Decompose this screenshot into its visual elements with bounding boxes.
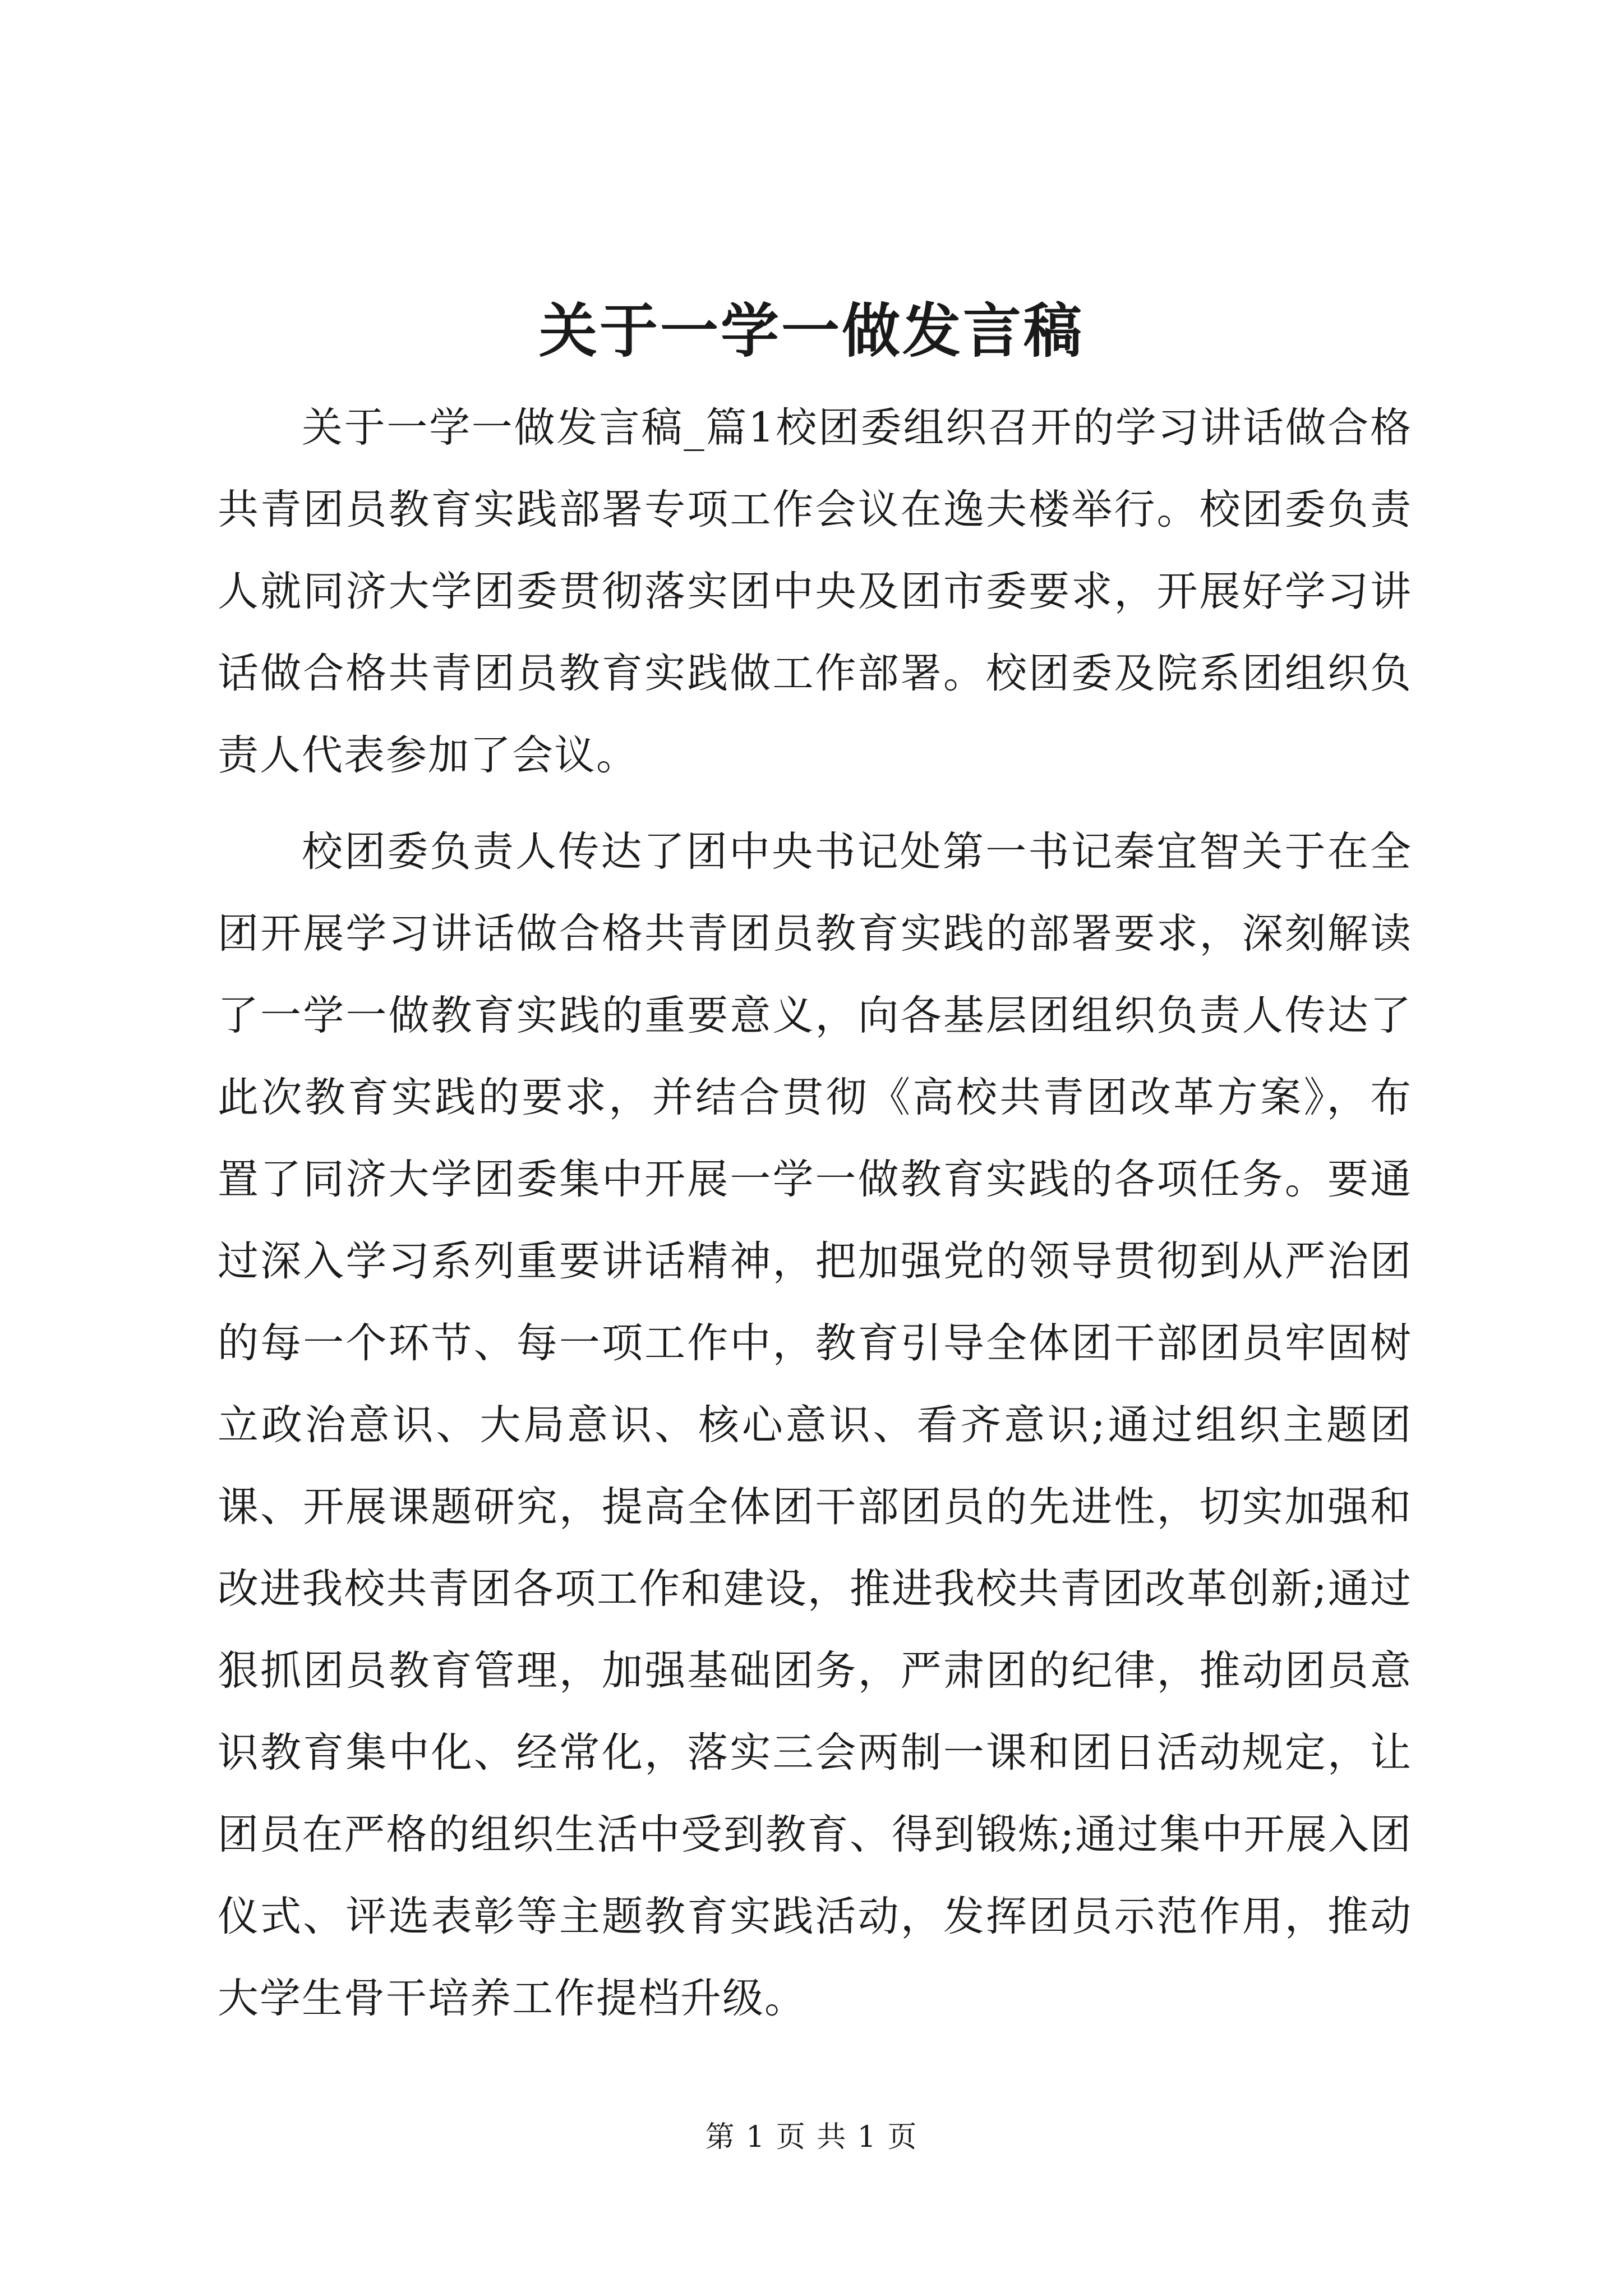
paragraph-2: 校团委负责人传达了团中央书记处第一书记秦宜智关于在全团开展学习讲话做合格共青团员教育实践的部署要求，深刻解读了一学一做教育实践的重要意义，向各基层团组织负责人传达了此次教育实践的要求，并结合贯彻《高校共青团改革方案》，布置了同济大学团委集中开展一学一做教育实践的各项任务。要通过深入学习系列重要讲话精神，把加强党的领导贯彻到从严治团的每一个环节、每一项工作中，教育引导全体团干部团员牢固树立政治意识、大局意识、核心意识、看齐意识;通过组织主题团课、开展课题研究，提高全体团干部团员的先进性，切实加强和改进我校共青团各项工作和建设，推进我校共青团改革创新;通过狠抓团员教育管理，加强基础团务，严肃团的纪律，推动团员意识教育集中化、经常化，落实三会两制一课和团日活动规定，让团员在严格的组织生活中受到教育、得到锻炼;通过集中开展入团仪式、评选表彰等主题教育实践活动，发挥团员示范作用，推动大学生骨干培养工作提档升级。: [218, 828, 1412, 2022]
document-body: [218, 387, 1412, 2040]
page-footer: 第 1 页 共 1 页: [705, 2120, 918, 2154]
paragraph-1: 关于一学一做发言稿_篇1校团委组织召开的学习讲话做合格共青团员教育实践部署专项工作会议在逸夫楼举行。校团委负责人就同济大学团委贯彻落实团中央及团市委要求，开展好学习讲话做合格共青团员教育实践做工作部署。校团委及院系团组织负责人代表参加了会议。: [218, 404, 1412, 779]
document-title: 关于一学一做发言稿: [538, 296, 1084, 365]
